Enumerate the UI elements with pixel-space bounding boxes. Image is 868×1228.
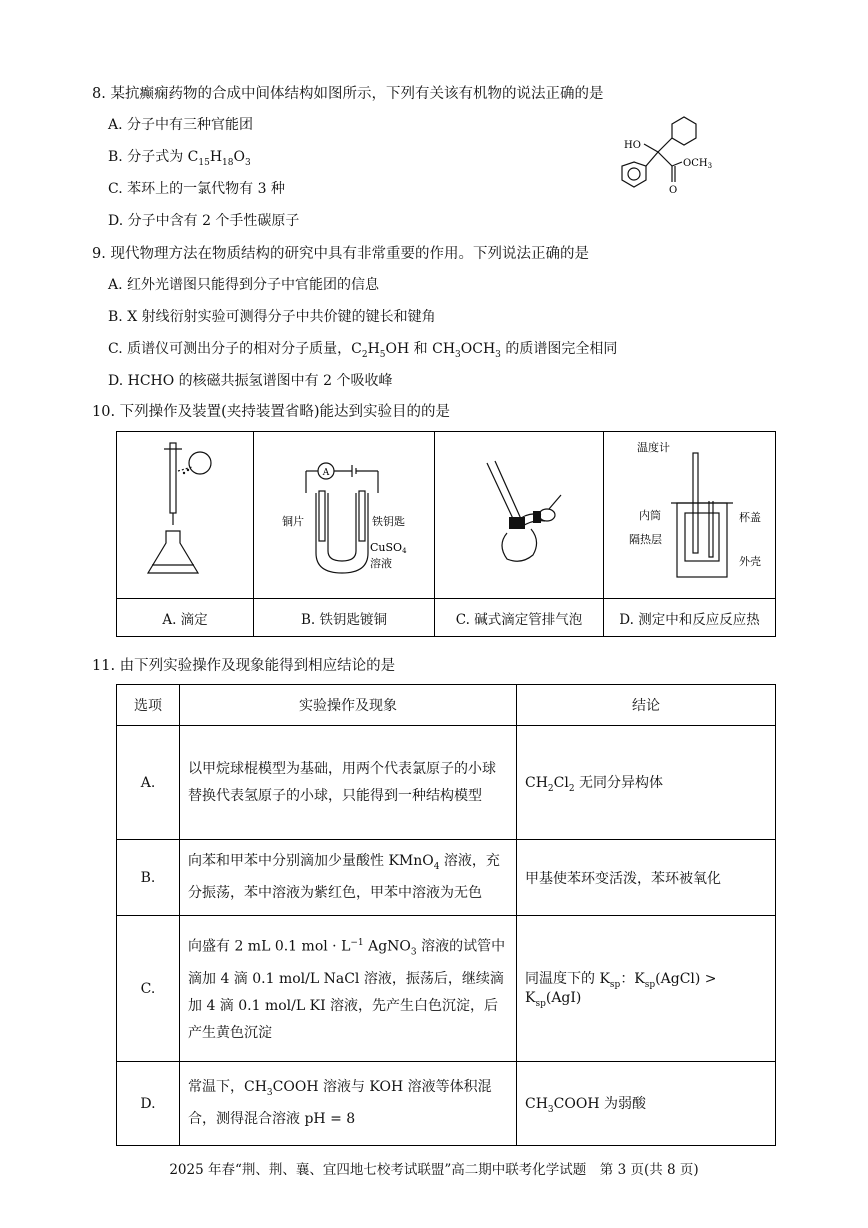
header-conclusion: 结论 bbox=[517, 685, 776, 726]
q10-apparatus-table bbox=[116, 431, 776, 637]
q11-table bbox=[116, 684, 776, 1146]
row-conclusion: $CH_2Cl_2$ 无同分异构体 bbox=[517, 726, 776, 840]
row-option: C. bbox=[117, 916, 180, 1062]
shell-label: 外壳 bbox=[738, 555, 761, 568]
q9-option-a: A. 红外光谱图只能得到分子中官能团的信息 bbox=[108, 277, 380, 293]
insulation-label: 隔热层 bbox=[628, 533, 662, 546]
mol-ho-label: HO bbox=[624, 140, 641, 151]
q9-option-b: B. X 射线衍射实验可测得分子中共价键的键长和键角 bbox=[108, 309, 436, 325]
table-row bbox=[117, 840, 776, 916]
row-conclusion: 甲基使苯环变活泼，苯环被氧化 bbox=[517, 840, 776, 916]
q10-stem: 10. 下列操作及装置(夹持装置省略)能达到实验目的的是 bbox=[92, 404, 450, 420]
iron-key-label: 铁钥匙 bbox=[372, 515, 405, 528]
caption-a: A. 滴定 bbox=[117, 599, 254, 637]
thermometer-label: 温度计 bbox=[636, 441, 670, 454]
solution-label: 溶液 bbox=[370, 557, 392, 570]
q8-option-d: D. 分子中含有 2 个手性碳原子 bbox=[108, 213, 300, 229]
mol-o-label: O bbox=[669, 185, 678, 196]
table-row bbox=[117, 916, 776, 1062]
ammeter-label: A bbox=[322, 468, 330, 478]
electroplating-figure bbox=[254, 432, 435, 599]
mol-och3-label: $OCH_3$ bbox=[683, 158, 713, 170]
table-row bbox=[117, 726, 776, 840]
row-operation: 向苯和甲苯中分别滴加少量酸性 KMnO$_4$ 溶液，充分振荡，苯中溶液为紫红色，甲苯中溶液为无色 bbox=[180, 840, 517, 916]
row-option: A. bbox=[117, 726, 180, 840]
caption-b: B. 铁钥匙镀铜 bbox=[254, 599, 435, 637]
header-option: 选项 bbox=[117, 685, 180, 726]
q9-option-d: D. HCHO 的核磁共振氢谱图中有 2 个吸收峰 bbox=[108, 373, 393, 389]
row-conclusion: $CH_3COOH$ 为弱酸 bbox=[517, 1062, 776, 1146]
q9-stem: 9. 现代物理方法在物质结构的研究中具有非常重要的作用。下列说法正确的是 bbox=[92, 246, 589, 262]
q8-stem: 8. 某抗癫痫药物的合成中间体结构如图所示，下列有关该有机物的说法正确的是 bbox=[92, 86, 604, 102]
titration-figure bbox=[117, 432, 254, 599]
page-footer: 2025 年春“荆、荆、襄、宜四地七校考试联盟”高二期中联考化学试题 第 3 页(共 8 页) bbox=[169, 1162, 699, 1178]
inner-cylinder-label: 内筒 bbox=[638, 509, 661, 522]
row-conclusion: 同温度下的 $K_{sp}$：$K_{sp}(AgCl) > K_{sp}(AgI)$ bbox=[517, 916, 776, 1062]
row-operation: 以甲烷球棍模型为基础，用两个代表氯原子的小球替换代表氢原子的小球，只能得到一种结构模型 bbox=[180, 726, 517, 840]
row-operation: 常温下，$CH_3COOH$ 溶液与 KOH 溶液等体积混合，测得混合溶液 pH = 8 bbox=[180, 1062, 517, 1146]
row-operation: 向盛有 2 mL 0.1 mol · $L^{-1}$ AgNO$_3$ 溶液的试管中滴加 4 滴 0.1 mol/L NaCl 溶液，振荡后，继续滴加 4 滴 0.1 mol/L KI 溶液，先产生白色沉淀，后产生黄色沉淀 bbox=[180, 916, 517, 1062]
table-row bbox=[117, 1062, 776, 1146]
q9-option-c: C. 质谱仪可测出分子的相对分子质量，$C_2H_5OH$ 和 $CH_3OCH_3$ 的质谱图完全相同 bbox=[108, 341, 618, 360]
caption-d: D. 测定中和反应反应热 bbox=[604, 599, 776, 637]
header-operation: 实验操作及现象 bbox=[180, 685, 517, 726]
burette-bubble-figure bbox=[435, 432, 604, 599]
q8-option-c: C. 苯环上的一氯代物有 3 种 bbox=[108, 181, 285, 197]
q8-option-b: B. 分子式为 $C_{15}H_{18}O_3$ bbox=[108, 149, 251, 168]
calorimeter-figure bbox=[604, 432, 776, 599]
copper-sheet-label: 铜片 bbox=[282, 515, 304, 528]
row-option: B. bbox=[117, 840, 180, 916]
molecule-structure bbox=[600, 110, 730, 200]
cuso4-label: CuSO4 bbox=[370, 541, 407, 555]
caption-c: C. 碱式滴定管排气泡 bbox=[435, 599, 604, 637]
q8-option-a: A. 分子中有三种官能团 bbox=[108, 117, 254, 133]
row-option: D. bbox=[117, 1062, 180, 1146]
lid-label: 杯盖 bbox=[738, 511, 761, 524]
q11-stem: 11. 由下列实验操作及现象能得到相应结论的是 bbox=[92, 658, 396, 674]
